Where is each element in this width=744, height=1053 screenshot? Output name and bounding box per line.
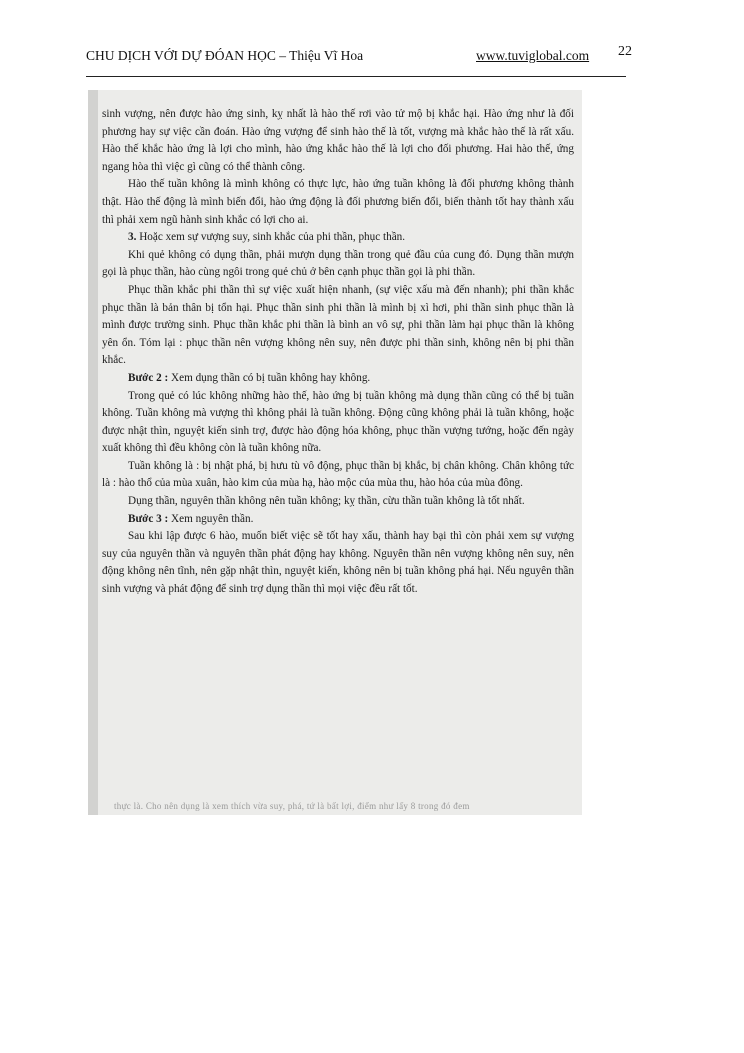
section-3-number: 3. bbox=[128, 231, 137, 244]
paragraph-4: Khi quẻ không có dụng thần, phải mượn dụng thần trong quẻ đầu của cung đó. Dụng thần mượn gọi là phục thần, hào cùng ngôi trong quẻ chủ ở bên cạnh phục thần gọi là phi thần. bbox=[102, 248, 574, 279]
header-divider bbox=[86, 76, 626, 77]
paragraph-6: Trong quẻ có lúc không những hào thế, hào ứng bị tuần không mà dụng thần cũng có thể bị tuần không. Tuần không mà vượng thì không phải là tuần không. Động cũng không phải là tuần không, hoặc được nhật thìn, nguyệt kiến sinh trợ, được hào động hóa không, phục thần vượng tướng, hoặc đến ngày xuất không thì đều không còn là tuần không nữa. bbox=[102, 389, 574, 455]
bleed-through-text: thực là. Cho nên dụng là xem thích vừa suy, phá, tứ là bất lợi, điểm như lấy 8 trong đó đem bbox=[114, 801, 470, 811]
scanned-page-image bbox=[88, 90, 582, 815]
step-2-label: Bước 2 : bbox=[128, 371, 169, 384]
paragraph-2: Hào thế tuần không là mình không có thực lực, hào ứng tuần không là đối phương không thành thật. Hào thế động là mình biến đổi, hào ứng động là đối phương biến đổi, biến thành tốt hay thành xấu thì phải xem ngũ hành sinh khắc có lợi cho ai. bbox=[102, 178, 574, 226]
website-link[interactable]: www.tuviglobal.com bbox=[476, 48, 590, 63]
scanned-text-body bbox=[102, 106, 574, 599]
paragraph-1: sinh vượng, nên được hào ứng sinh, kỵ nhất là hào thế rơi vào tử mộ bị khắc hại. Hào ứng như là đối phương hay sự việc cần đoán. Hào ứng vượng để sinh hào thế là tốt, vượng mà khắc hào thế là rất xấu. Hào thế khắc hào ứng là lợi cho mình, hào ứng khắc hào thế là lợi cho đối phương. Hai hào thế, ứng ngang hòa thì việc gì cũng có thể thành công. bbox=[102, 108, 574, 173]
page-header bbox=[86, 44, 632, 68]
paragraph-8: Dụng thần, nguyên thần không nên tuần không; kỵ thần, cừu thần tuần không là tốt nhất. bbox=[128, 495, 525, 508]
section-3-heading bbox=[102, 229, 574, 247]
paragraph-7: Tuần không là : bị nhật phá, bị hưu tù vô động, phục thần bị khắc, bị chân không. Chân không tức là : hào thổ của mùa xuân, hào kim của mùa hạ, hào mộc của mùa thu, hào hỏa của mùa đông. bbox=[102, 459, 574, 490]
paragraph-5: Phục thần khắc phi thần thì sự việc xuất hiện nhanh, (sự việc xấu mà đến nhanh); phi thần khắc phục thần là bản thân bị tổn hại. Phục thần sinh phi thần là mình bị xì hơi, phi thần sinh phục thần là mình được trường sinh. Phục thần khắc phi thần là bình an vô sự, phi thần làm hại phục thần là không yên ổn. Tóm lại : phục thần nên vượng không nên suy, nên được phi thần sinh, không nên bị phi thần khắc. bbox=[102, 283, 574, 367]
step-2-heading bbox=[102, 370, 574, 388]
step-2-text: Xem dụng thần có bị tuần không hay không. bbox=[171, 371, 371, 384]
paragraph-9: Sau khi lập được 6 hào, muốn biết việc sẽ tốt hay xấu, thành hay bại thì còn phải xem sự vượng suy của nguyên thần và nguyên thần phát động hay không. Nguyên thần nên vượng không nên suy, nên động không nên tĩnh, nên gặp nhật thìn, nguyệt kiến, không nên bị tuần không phá hại. Nếu nguyên thần sinh vượng và phát động để sinh trợ dụng thần thì mọi việc đều rất tốt. bbox=[102, 530, 574, 596]
header-title: CHU DỊCH VỚI DỰ ĐÓAN HỌC – Thiệu Vĩ Hoa bbox=[86, 48, 364, 63]
page-number: 22 bbox=[618, 44, 632, 59]
step-3-label: Bước 3 : bbox=[128, 512, 169, 525]
step-3-heading bbox=[102, 511, 574, 529]
step-3-text: Xem nguyên thần. bbox=[171, 512, 254, 525]
section-3-text: Hoặc xem sự vượng suy, sinh khắc của phi thần, phục thần. bbox=[139, 231, 406, 244]
scan-dark-edge bbox=[88, 90, 98, 815]
